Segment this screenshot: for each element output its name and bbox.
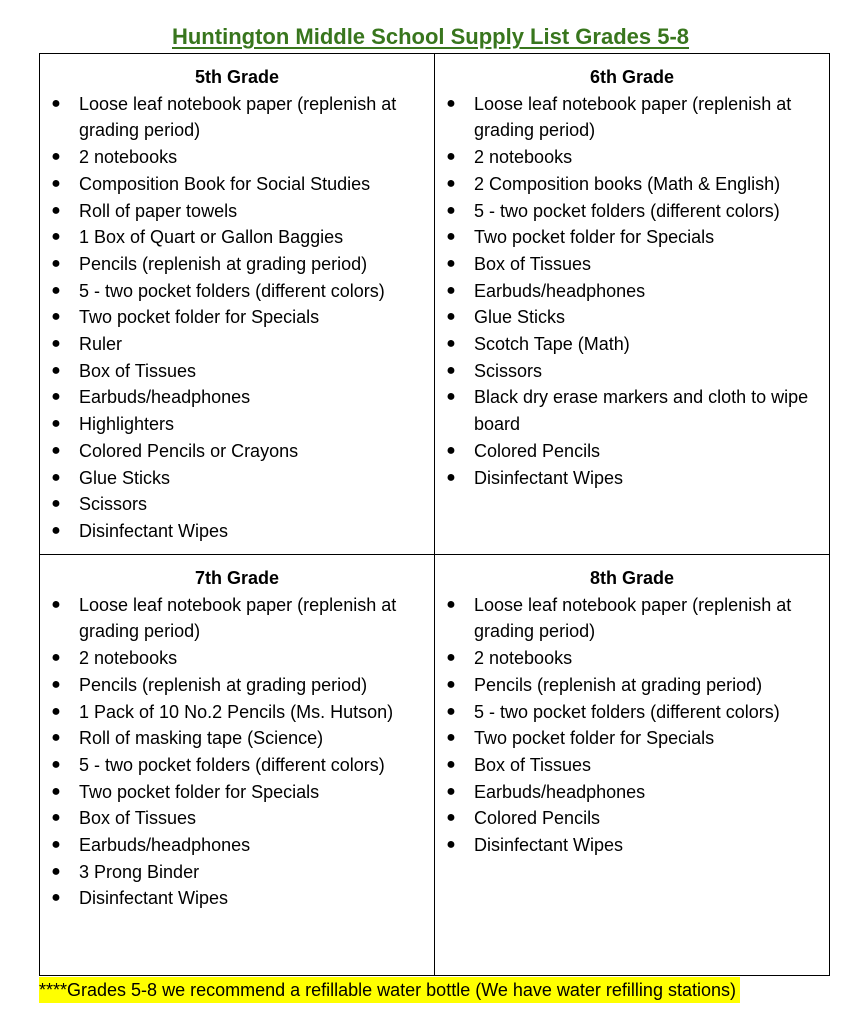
list-item-text: Loose leaf notebook paper (replenish at grading period) bbox=[79, 93, 397, 141]
list-item-text: Black dry erase markers and cloth to wipe board bbox=[474, 387, 809, 435]
list-item bbox=[40, 752, 434, 779]
supply-list bbox=[435, 91, 829, 492]
list-item-text: 5 - two pocket folders (different colors) bbox=[79, 754, 385, 775]
supply-list bbox=[40, 91, 434, 545]
bullet-icon: ● bbox=[51, 335, 61, 353]
page-title: Huntington Middle School Supply List Grades 5-8 bbox=[171, 24, 690, 49]
list-item-text: Colored Pencils bbox=[474, 808, 601, 829]
bullet-icon: ● bbox=[446, 441, 456, 459]
bullet-icon: ● bbox=[446, 468, 456, 486]
list-item-text: Roll of paper towels bbox=[79, 200, 238, 221]
list-item-text: Two pocket folder for Specials bbox=[474, 227, 715, 248]
list-item bbox=[40, 645, 434, 672]
bullet-icon: ● bbox=[51, 254, 61, 272]
list-item-text: Loose leaf notebook paper (replenish at grading period) bbox=[79, 594, 397, 642]
list-item-text: 5 - two pocket folders (different colors) bbox=[474, 701, 780, 722]
list-item-text: Highlighters bbox=[79, 414, 175, 435]
list-item bbox=[435, 278, 829, 305]
list-item bbox=[40, 144, 434, 171]
bullet-icon: ● bbox=[51, 441, 61, 459]
bullet-icon: ● bbox=[446, 388, 456, 406]
list-item bbox=[40, 91, 434, 144]
bullet-icon: ● bbox=[51, 174, 61, 192]
list-item-text: Pencils (replenish at grading period) bbox=[474, 674, 763, 695]
bullet-icon: ● bbox=[51, 94, 61, 112]
list-item bbox=[40, 699, 434, 726]
list-item bbox=[435, 699, 829, 726]
bullet-icon: ● bbox=[51, 702, 61, 720]
list-item-text: Disinfectant Wipes bbox=[474, 835, 624, 856]
list-item-text: Two pocket folder for Specials bbox=[79, 307, 320, 328]
bullet-icon: ● bbox=[446, 729, 456, 747]
list-item bbox=[40, 518, 434, 545]
list-item bbox=[40, 859, 434, 886]
grade-heading: 7th Grade bbox=[194, 568, 280, 588]
list-item bbox=[40, 224, 434, 251]
list-item-text: Scissors bbox=[474, 360, 543, 381]
list-item bbox=[40, 438, 434, 465]
list-item bbox=[40, 592, 434, 645]
bullet-icon: ● bbox=[446, 281, 456, 299]
list-item bbox=[435, 592, 829, 645]
list-item bbox=[40, 331, 434, 358]
bullet-icon: ● bbox=[51, 595, 61, 613]
list-item-text: Pencils (replenish at grading period) bbox=[79, 253, 368, 274]
list-item-text: Earbuds/headphones bbox=[474, 280, 646, 301]
list-item bbox=[40, 198, 434, 225]
list-item bbox=[435, 171, 829, 198]
list-item bbox=[435, 251, 829, 278]
bullet-icon: ● bbox=[446, 228, 456, 246]
list-item bbox=[435, 832, 829, 859]
bullet-icon: ● bbox=[446, 335, 456, 353]
list-item bbox=[435, 304, 829, 331]
list-item-text: 2 notebooks bbox=[474, 648, 573, 669]
grade-cell-8th bbox=[435, 555, 829, 975]
bullet-icon: ● bbox=[51, 649, 61, 667]
bullet-icon: ● bbox=[51, 729, 61, 747]
list-item-text: Ruler bbox=[79, 334, 123, 355]
supply-list bbox=[40, 592, 434, 912]
list-item bbox=[40, 885, 434, 912]
list-item bbox=[435, 91, 829, 144]
bullet-icon: ● bbox=[51, 308, 61, 326]
bullet-icon: ● bbox=[51, 521, 61, 539]
bullet-icon: ● bbox=[446, 361, 456, 379]
list-item bbox=[40, 384, 434, 411]
list-item bbox=[435, 358, 829, 385]
grade-heading: 6th Grade bbox=[589, 67, 675, 87]
bullet-icon: ● bbox=[51, 782, 61, 800]
list-item-text: Glue Sticks bbox=[474, 307, 566, 328]
list-item bbox=[40, 251, 434, 278]
list-item-text: Two pocket folder for Specials bbox=[79, 781, 320, 802]
list-item bbox=[40, 491, 434, 518]
list-item-text: 2 notebooks bbox=[79, 648, 178, 669]
list-item bbox=[40, 779, 434, 806]
list-item bbox=[435, 144, 829, 171]
list-item-text: Scotch Tape (Math) bbox=[474, 334, 630, 355]
list-item-text: Scissors bbox=[79, 494, 148, 515]
list-item-text: 1 Box of Quart or Gallon Baggies bbox=[79, 227, 344, 248]
grade-cell-6th bbox=[435, 54, 829, 555]
list-item bbox=[40, 465, 434, 492]
list-item-text: Earbuds/headphones bbox=[474, 781, 646, 802]
list-item-text: Disinfectant Wipes bbox=[474, 467, 624, 488]
bullet-icon: ● bbox=[51, 889, 61, 907]
list-item bbox=[435, 752, 829, 779]
bullet-icon: ● bbox=[446, 809, 456, 827]
list-item bbox=[40, 805, 434, 832]
bullet-icon: ● bbox=[51, 495, 61, 513]
list-item bbox=[435, 672, 829, 699]
list-item bbox=[40, 672, 434, 699]
list-item bbox=[40, 171, 434, 198]
bullet-icon: ● bbox=[446, 174, 456, 192]
list-item bbox=[40, 411, 434, 438]
bullet-icon: ● bbox=[446, 308, 456, 326]
grade-heading: 8th Grade bbox=[589, 568, 675, 588]
list-item-text: Earbuds/headphones bbox=[79, 387, 251, 408]
bullet-icon: ● bbox=[446, 755, 456, 773]
list-item bbox=[435, 779, 829, 806]
bullet-icon: ● bbox=[51, 388, 61, 406]
bullet-icon: ● bbox=[51, 281, 61, 299]
list-item bbox=[435, 465, 829, 492]
list-item bbox=[435, 224, 829, 251]
bullet-icon: ● bbox=[446, 595, 456, 613]
list-item bbox=[435, 805, 829, 832]
bullet-icon: ● bbox=[446, 702, 456, 720]
bullet-icon: ● bbox=[51, 415, 61, 433]
bullet-icon: ● bbox=[446, 94, 456, 112]
list-item bbox=[40, 304, 434, 331]
list-item-text: 5 - two pocket folders (different colors) bbox=[79, 280, 385, 301]
list-item-text: Colored Pencils or Crayons bbox=[79, 440, 299, 461]
bullet-icon: ● bbox=[446, 148, 456, 166]
list-item-text: Loose leaf notebook paper (replenish at grading period) bbox=[474, 93, 792, 141]
list-item bbox=[40, 358, 434, 385]
list-item-text: Disinfectant Wipes bbox=[79, 888, 229, 909]
list-item-text: 2 Composition books (Math & English) bbox=[474, 173, 781, 194]
list-item bbox=[435, 438, 829, 465]
bullet-icon: ● bbox=[446, 649, 456, 667]
bullet-icon: ● bbox=[446, 201, 456, 219]
list-item bbox=[435, 384, 829, 437]
grade-heading: 5th Grade bbox=[194, 67, 280, 87]
bullet-icon: ● bbox=[51, 862, 61, 880]
bullet-icon: ● bbox=[446, 675, 456, 693]
list-item-text: Box of Tissues bbox=[79, 808, 197, 829]
bullet-icon: ● bbox=[51, 468, 61, 486]
list-item-text: 2 notebooks bbox=[79, 147, 178, 168]
list-item-text: Loose leaf notebook paper (replenish at grading period) bbox=[474, 594, 792, 642]
list-item-text: Box of Tissues bbox=[474, 253, 592, 274]
water-bottle-note: ****Grades 5-8 we recommend a refillable water bottle (We have water refilling stations) bbox=[39, 977, 740, 1003]
grade-cell-7th bbox=[40, 555, 435, 975]
list-item-text: 2 notebooks bbox=[474, 147, 573, 168]
list-item-text: 5 - two pocket folders (different colors) bbox=[474, 200, 780, 221]
bullet-icon: ● bbox=[51, 836, 61, 854]
supply-list bbox=[435, 592, 829, 859]
list-item-text: Composition Book for Social Studies bbox=[79, 173, 371, 194]
list-item bbox=[435, 198, 829, 225]
list-item bbox=[40, 832, 434, 859]
list-item-text: Box of Tissues bbox=[79, 360, 197, 381]
list-item bbox=[40, 278, 434, 305]
bullet-icon: ● bbox=[51, 809, 61, 827]
list-item-text: Roll of masking tape (Science) bbox=[79, 728, 324, 749]
bullet-icon: ● bbox=[446, 254, 456, 272]
list-item-text: 3 Prong Binder bbox=[79, 861, 200, 882]
list-item-text: Pencils (replenish at grading period) bbox=[79, 674, 368, 695]
list-item bbox=[435, 645, 829, 672]
list-item-text: Earbuds/headphones bbox=[79, 835, 251, 856]
bullet-icon: ● bbox=[446, 782, 456, 800]
list-item-text: Disinfectant Wipes bbox=[79, 520, 229, 541]
list-item-text: Colored Pencils bbox=[474, 440, 601, 461]
bullet-icon: ● bbox=[51, 201, 61, 219]
bullet-icon: ● bbox=[446, 836, 456, 854]
grade-cell-5th bbox=[40, 54, 435, 555]
supply-table bbox=[39, 53, 830, 976]
bullet-icon: ● bbox=[51, 755, 61, 773]
list-item bbox=[435, 331, 829, 358]
bullet-icon: ● bbox=[51, 361, 61, 379]
bullet-icon: ● bbox=[51, 148, 61, 166]
bullet-icon: ● bbox=[51, 675, 61, 693]
list-item bbox=[40, 725, 434, 752]
list-item-text: 1 Pack of 10 No.2 Pencils (Ms. Hutson) bbox=[79, 701, 394, 722]
list-item-text: Two pocket folder for Specials bbox=[474, 728, 715, 749]
list-item bbox=[435, 725, 829, 752]
bullet-icon: ● bbox=[51, 228, 61, 246]
list-item-text: Box of Tissues bbox=[474, 754, 592, 775]
list-item-text: Glue Sticks bbox=[79, 467, 171, 488]
